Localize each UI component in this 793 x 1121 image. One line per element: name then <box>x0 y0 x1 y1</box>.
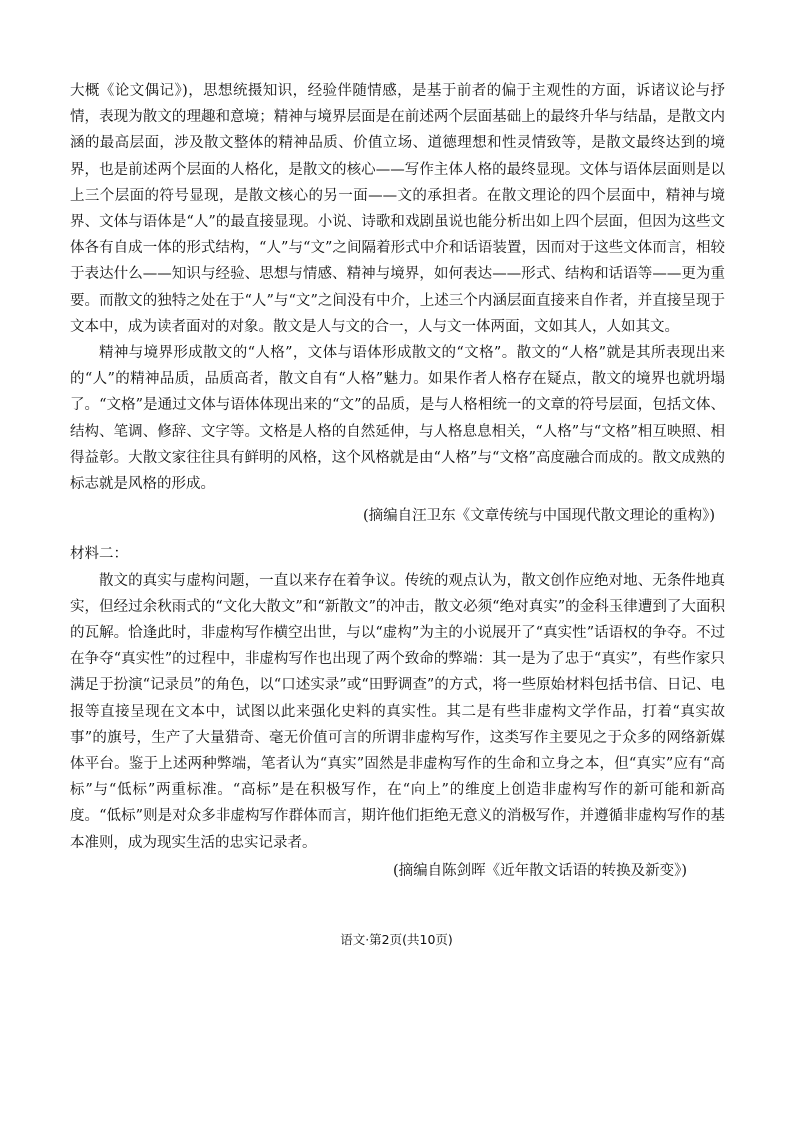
paragraph-3: 散文的真实与虚构问题，一直以来存在着争议。传统的观点认为，散文创作应绝对地、无条件地真实，但经过余秋雨式的“文化大散文”和“新散文”的冲击，散文必须“绝对真实”的金科玉律遭到了大面积的瓦解。恰逢此时，非虚构写作横空出世，与以“虚构”为主的小说展开了“真实性”话语权的争夺。不过在争夺“真实性”的过程中，非虚构写作也出现了两个致命的弊端：其一是为了忠于“真实”，有些作家只满足于扮演“记录员”的角色，以“口述实录”或“田野调查”的方式，将一些原始材料包括书信、日记、电报等直接呈现在文本中，试图以此来强化史料的真实性。其二是有些非虚构文学作品，打着“真实故事”的旗号，生产了大量猎奇、毫无价值可言的所谓非虚构写作，这类写作主要见之于众多的网络新媒体平台。鉴于上述两种弊端，笔者认为“真实”固然是非虚构写作的生命和立身之本，但“真实”应有“高标”与“低标”两重标准。“高标”是在积极写作，在“向上”的维度上创造非虚构写作的新可能和新高度。“低标”则是对众多非虚构写作群体而言，期许他们拒绝无意义的消极写作，并遵循非虚构写作的基本准则，成为现实生活的忠实记录者。 <box>70 572 725 851</box>
document-body <box>70 78 725 884</box>
source-citation-2: (摘编自陈剑晖《近年散文话语的转换及新变》) <box>392 862 687 879</box>
page-footer: 语文·第2页(共10页) <box>340 932 453 947</box>
source-citation-1: (摘编自汪卫东《文章传统与中国现代散文理论的重构》) <box>362 508 715 525</box>
paragraph-2: 精神与境界形成散文的“人格”，文体与语体形成散文的“文格”。散文的“人格”就是其所表现出来的“人”的精神品质，品质高者，散文自有“人格”魅力。如果作者人格存在疑点，散文的境界也就坍塌了。“文格”是通过文体与语体体现出来的“文”的品质，是与人格相统一的文章的符号层面，包括文体、结构、笔调、修辞、文字等。文格是人格的自然延伸，与人格息息相关，“人格”与“文格”相互映照、相得益彰。大散文家往往具有鲜明的风格，这个风格就是由“人格”与“文格”高度融合而成的。散文成熟的标志就是风格的形成。 <box>70 345 725 493</box>
paragraph-1: 大概《论文偶记》)，思想统摄知识，经验伴随情感，是基于前者的偏于主观性的方面，诉诸议论与抒情，表现为散文的理趣和意境；精神与境界层面是在前述两个层面基础上的最终升华与结晶，是散文内涵的最高层面，涉及散文整体的精神品质、价值立场、道德理想和性灵情致等，是散文最终达到的境界，也是前述两个层面的人格化，是散文的核心——写作主体人格的最终显现。文体与语体层面则是以上三个层面的符号显现，是散文核心的另一面——文的承担者。在散文理论的四个层面中，精神与境界、文体与语体是“人”的最直接显现。小说、诗歌和戏剧虽说也能分析出如上四个层面，但因为这些文体各有自成一体的形式结构，“人”与“文”之间隔着形式中介和话语装置，因而对于这些文体而言，相较于表达什么——知识与经验、思想与情感、精神与境界，如何表达——形式、结构和话语等——更为重要。而散文的独特之处在于“人”与“文”之间没有中介，上述三个内涵层面直接来自作者，并直接呈现于文本中，成为读者面对的对象。散文是人与文的合一，人与文一体两面，文如其人，人如其文。 <box>70 83 725 335</box>
material-two-heading: 材料二： <box>70 546 128 563</box>
